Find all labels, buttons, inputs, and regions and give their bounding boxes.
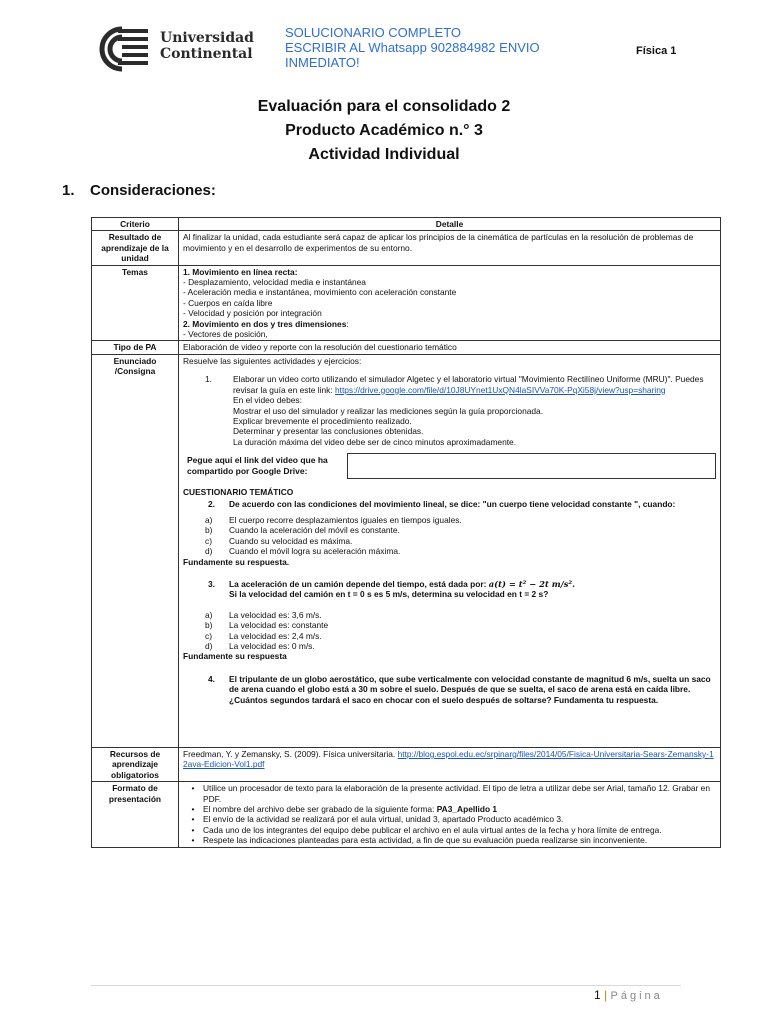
option bbox=[183, 631, 716, 641]
temas-heading-2 bbox=[183, 319, 716, 329]
row-tipo bbox=[92, 341, 721, 354]
question-2 bbox=[183, 499, 716, 509]
option-letter: b) bbox=[205, 525, 213, 536]
document-titles bbox=[0, 95, 768, 167]
text-resultado: Al finalizar la unidad, cada estudiante será capaz de aplicar los principios de la cinemática de partículas en la resolución de problemas de movimiento y en el desarrollo de experimentos de su entorno. bbox=[179, 231, 721, 265]
bullet-text: Respete las indicaciones planteadas para esta actividad, a fin de que su evaluación pueda realizarse sin inconveniente. bbox=[203, 835, 648, 846]
option bbox=[183, 525, 716, 535]
option bbox=[183, 641, 716, 651]
title-line-1: Evaluación para el consolidado 2 bbox=[257, 98, 511, 115]
option bbox=[183, 546, 716, 556]
question-3 bbox=[183, 579, 716, 600]
video-item: Determinar y presentar las conclusiones obtenidas. bbox=[233, 426, 424, 437]
page-number: 1 bbox=[594, 988, 601, 1002]
footer-divider bbox=[91, 985, 681, 986]
option-text: El cuerpo recorre desplazamientos iguales en tiempos iguales. bbox=[229, 514, 462, 525]
option-text: La velocidad es: 2,4 m/s. bbox=[229, 630, 322, 641]
formato-bullet bbox=[183, 825, 716, 835]
label-temas: Temas bbox=[92, 265, 179, 341]
question-3-formula: a(t) = t² − 2t m/s². bbox=[488, 578, 575, 589]
formato-bullet bbox=[183, 835, 716, 845]
subject-label: Física 1 bbox=[636, 45, 677, 57]
question-3-options bbox=[183, 610, 716, 652]
question-3-ask: Si la velocidad del camión en t = 0 s es 5 m/s, determina su velocidad en t = 2 s? bbox=[229, 589, 549, 600]
cuestionario-heading: CUESTIONARIO TEMÁTICO bbox=[183, 487, 294, 498]
option-letter: c) bbox=[205, 535, 212, 546]
logo-text bbox=[160, 30, 254, 62]
temas-item: - Vectores de posición, bbox=[183, 329, 268, 340]
bullet-text: El envío de la actividad se realizará por el aula virtual, unidad 3, apartado Producto académico 3. bbox=[203, 814, 564, 825]
title-line-2: Producto Académico n.° 3 bbox=[285, 122, 483, 139]
page-footer bbox=[594, 988, 663, 1002]
table-header-row bbox=[92, 218, 721, 231]
section-title: Consideraciones: bbox=[90, 182, 216, 199]
guide-link[interactable]: https://drive.google.com/file/d/10J8UYnet1UxQN4laSIVVa70K-PqXi58j/view?usp=sharing bbox=[334, 384, 666, 395]
bullet-text: Cada uno de los integrantes del equipo debe publicar el archivo en el aula virtual antes de la fecha y hora límite de entrega. bbox=[203, 824, 662, 835]
section-number: 1. bbox=[62, 182, 75, 199]
row-enunciado bbox=[92, 354, 721, 747]
bullet-icon: • bbox=[191, 804, 195, 815]
bullet-text-lead: El nombre del archivo debe ser grabado de la siguiente forma: bbox=[203, 804, 437, 815]
university-logo bbox=[92, 26, 252, 72]
option-letter: d) bbox=[205, 546, 213, 557]
option-letter: d) bbox=[205, 641, 213, 651]
section-heading bbox=[62, 182, 216, 199]
option bbox=[183, 610, 716, 620]
video-link-label: Pegue aquí el link del video que ha compartido por Google Drive: bbox=[187, 455, 328, 477]
temas-heading-1: 1. Movimiento en línea recta: bbox=[183, 266, 298, 277]
video-link-area bbox=[183, 453, 716, 479]
option-letter: a) bbox=[205, 609, 213, 620]
option-text: Cuando la aceleración del móvil es constante. bbox=[229, 525, 400, 536]
promo-text bbox=[285, 25, 585, 70]
formato-bullet bbox=[183, 814, 716, 824]
option-letter: c) bbox=[205, 630, 212, 641]
label-recursos: Recursos de aprendizaje obligatorios bbox=[92, 748, 179, 782]
option-letter: a) bbox=[205, 514, 213, 525]
row-temas bbox=[92, 265, 721, 341]
logo-c-icon bbox=[92, 26, 152, 72]
considerations-table bbox=[91, 217, 721, 848]
temas-item: - Desplazamiento, velocidad media e instantánea bbox=[183, 277, 366, 288]
cell-formato bbox=[179, 782, 721, 847]
label-resultado: Resultado de aprendizaje de la unidad bbox=[92, 231, 179, 265]
task-number: 1. bbox=[205, 374, 212, 385]
cell-recursos bbox=[179, 748, 721, 782]
label-tipo: Tipo de PA bbox=[92, 341, 179, 354]
page-label: Página bbox=[610, 990, 663, 1002]
enunciado-intro: Resuelve las siguientes actividades y ejercicios: bbox=[183, 355, 362, 366]
question-number: 2. bbox=[208, 498, 215, 509]
promo-line-2: ESCRIBIR AL Whatsapp 902884982 ENVIO bbox=[285, 40, 540, 55]
question-text: El tripulante de un globo aerostático, que sube verticalmente con velocidad constante de magnitud 6 m/s, suelta un saco de arena cuando el globo está a 30 m sobre el suelo. Después de que se suelta, el saco de arena está en caída libre. ¿Cuántos segundos tardará el saco en chocar con el suelo después de soltarse? Fundamenta tu respuesta. bbox=[229, 673, 711, 705]
logo-line-2: Continental bbox=[160, 46, 253, 62]
bullet-icon: • bbox=[191, 783, 195, 794]
row-formato bbox=[92, 782, 721, 847]
row-recursos bbox=[92, 748, 721, 782]
temas-item: - Aceleración media e instantánea, movimiento con aceleración constante bbox=[183, 287, 457, 298]
video-item: La duración máxima del video debe ser de cinco minutos aproximadamente. bbox=[233, 436, 517, 447]
question-text: De acuerdo con las condiciones del movimiento lineal, se dice: "un cuerpo tiene velocidad constante ", cuando: bbox=[229, 498, 676, 509]
option bbox=[183, 620, 716, 630]
option-text: La velocidad es: constante bbox=[229, 620, 329, 631]
option-text: Cuando el móvil logra su aceleración máxima. bbox=[229, 546, 401, 557]
option bbox=[183, 515, 716, 525]
text-tipo: Elaboración de video y reporte con la resolución del cuestionario temático bbox=[179, 341, 721, 354]
promo-line-3: INMEDIATO! bbox=[285, 55, 360, 70]
temas-heading-2-colon: : bbox=[346, 318, 349, 329]
video-link-field[interactable] bbox=[347, 453, 716, 479]
video-item: Mostrar el uso del simulador y realizar las mediciones según la guía proporcionada. bbox=[233, 405, 544, 416]
question-number: 3. bbox=[208, 578, 215, 589]
formato-bullet bbox=[183, 804, 716, 814]
question-4 bbox=[183, 674, 716, 705]
question-number: 4. bbox=[208, 673, 215, 684]
bullet-text: Utilice un procesador de texto para la elaboración de la presente actividad. El tipo de letra a utilizar debe ser Arial, tamaño 12. Grabar en PDF. bbox=[203, 783, 710, 804]
bullet-icon: • bbox=[191, 824, 195, 835]
video-item: Explicar brevemente el procedimiento realizado. bbox=[233, 415, 412, 426]
task-text: Elaborar un video corto utilizando el simulador Algetec y el laboratorio virtual "Movimiento Rectilíneo Uniforme (MRU)". Puedes revisar la guía en este link: bbox=[233, 374, 704, 395]
option-text: La velocidad es: 0 m/s. bbox=[229, 641, 315, 651]
row-resultado bbox=[92, 231, 721, 265]
temas-item: - Velocidad y posición por integración bbox=[183, 308, 322, 319]
header-detalle: Detalle bbox=[179, 218, 721, 231]
option-text: La velocidad es: 3,6 m/s. bbox=[229, 609, 322, 620]
option-letter: b) bbox=[205, 620, 213, 631]
fundamente-label: Fundamente su respuesta. bbox=[183, 556, 290, 567]
file-name-format: PA3_Apellido 1 bbox=[436, 804, 498, 815]
bullet-icon: • bbox=[191, 835, 195, 846]
header-criterio: Criterio bbox=[92, 218, 179, 231]
promo-line-1: SOLUCIONARIO COMPLETO bbox=[285, 25, 462, 40]
page-header bbox=[0, 0, 768, 80]
bullet-icon: • bbox=[191, 814, 195, 825]
question-3-lead: La aceleración de un camión depende del tiempo, está dada por: bbox=[229, 578, 489, 589]
cell-enunciado bbox=[179, 354, 721, 747]
fundamente-label: Fundamente su respuesta bbox=[183, 651, 287, 662]
bullet-text bbox=[203, 804, 497, 814]
label-formato: Formato de presentación bbox=[92, 782, 179, 847]
question-text bbox=[229, 579, 716, 600]
video-requirements bbox=[183, 395, 716, 447]
book-link[interactable]: http://blog.espol.edu.ec/srpinarg/files/2014/05/Fisica-Universitaria-Sears-Zemansky-12ava-Edicion-Vol1.pdf bbox=[183, 749, 714, 770]
title-line-3: Actividad Individual bbox=[308, 146, 460, 163]
label-enunciado: Enunciado /Consigna bbox=[92, 354, 179, 747]
task-body bbox=[233, 374, 716, 395]
logo-line-1: Universidad bbox=[160, 30, 254, 46]
formato-bullet bbox=[183, 783, 716, 804]
temas-item: - Cuerpos en caída libre bbox=[183, 297, 273, 308]
task-1 bbox=[183, 374, 716, 395]
option-text: Cuando su velocidad es máxima. bbox=[229, 535, 353, 546]
video-heading: En el video debes: bbox=[233, 395, 302, 406]
cell-temas bbox=[179, 265, 721, 341]
recursos-text: Freedman, Y. y Zemansky, S. (2009). Física universitaria. bbox=[183, 749, 398, 760]
question-2-options bbox=[183, 515, 716, 557]
temas-heading-2-text: 2. Movimiento en dos y tres dimensiones bbox=[183, 318, 347, 329]
option bbox=[183, 536, 716, 546]
footer-separator: | bbox=[604, 988, 608, 1002]
